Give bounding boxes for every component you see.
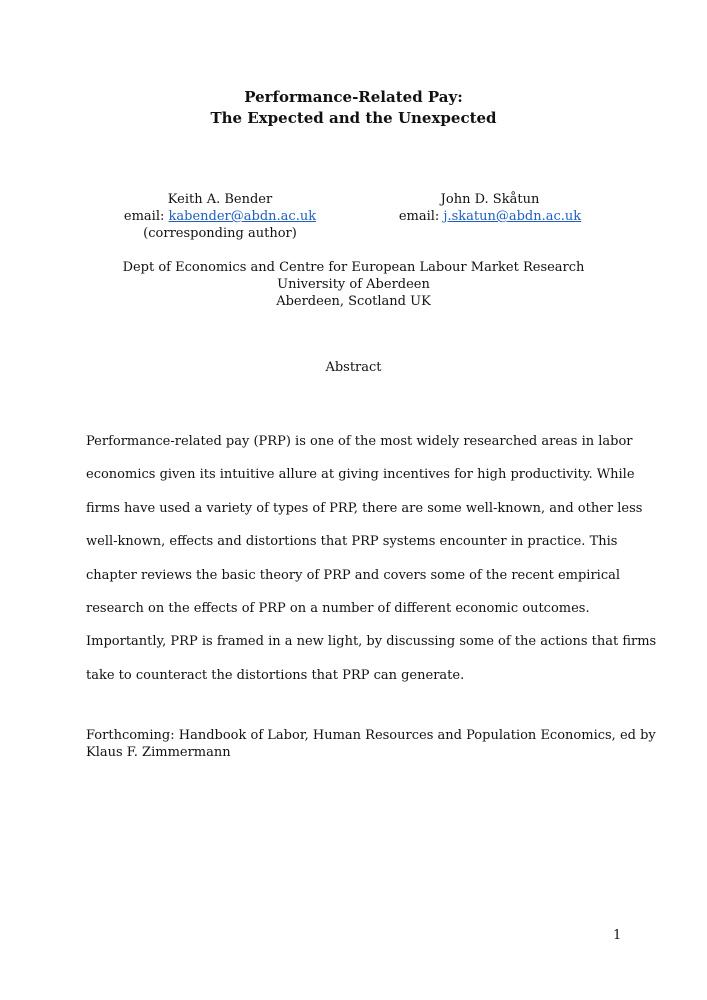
forthcoming-line-1: Forthcoming: Handbook of Labor, Human Resources and Population Economics, ed by [86, 728, 656, 743]
author-block-bender [120, 191, 320, 242]
abstract-line: well-known, effects and distortions that PRP systems encounter in practice. This [86, 534, 618, 550]
affiliation [0, 259, 707, 310]
author-email-line [120, 208, 320, 225]
abstract-line: firms have used a variety of types of PRP, there are some well-known, and other less [86, 500, 643, 516]
email-link-bender[interactable]: kabender@abdn.ac.uk [168, 209, 317, 224]
abstract-line: economics given its intuitive allure at giving incentives for high productivity. While [86, 467, 635, 483]
paper-title [0, 87, 707, 129]
title-line-1: Performance-Related Pay: [244, 88, 463, 106]
corresponding-author-note: (corresponding author) [143, 226, 297, 241]
abstract-line: take to counteract the distortions that PRP can generate. [86, 667, 465, 683]
author-block-skatun [390, 191, 590, 225]
abstract-line: research on the effects of PRP on a number of different economic outcomes. [86, 601, 590, 617]
author-name: John D. Skåtun [440, 192, 540, 207]
affiliation-line-3: Aberdeen, Scotland UK [276, 294, 431, 309]
page-number: 1 [613, 928, 622, 943]
affiliation-line-1: Dept of Economics and Centre for European Labour Market Research [122, 260, 585, 275]
title-line-2: The Expected and the Unexpected [210, 109, 497, 127]
author-email-line [390, 208, 590, 225]
abstract-line: Importantly, PRP is framed in a new light, by discussing some of the actions that firms [86, 634, 657, 650]
abstract-line: chapter reviews the basic theory of PRP and covers some of the recent empirical [86, 567, 621, 583]
email-label: email: [123, 209, 169, 224]
email-link-skatun[interactable]: j.skatun@abdn.ac.uk [443, 209, 582, 224]
forthcoming-note [86, 727, 656, 761]
abstract-line: Performance-related pay (PRP) is one of the most widely researched areas in labor [86, 434, 633, 449]
abstract-text [86, 425, 657, 692]
forthcoming-line-2: Klaus F. Zimmermann [86, 745, 231, 760]
author-name: Keith A. Bender [167, 192, 273, 207]
abstract-heading: Abstract [325, 360, 382, 375]
email-label: email: [398, 209, 444, 224]
affiliation-line-2: University of Aberdeen [277, 277, 430, 292]
